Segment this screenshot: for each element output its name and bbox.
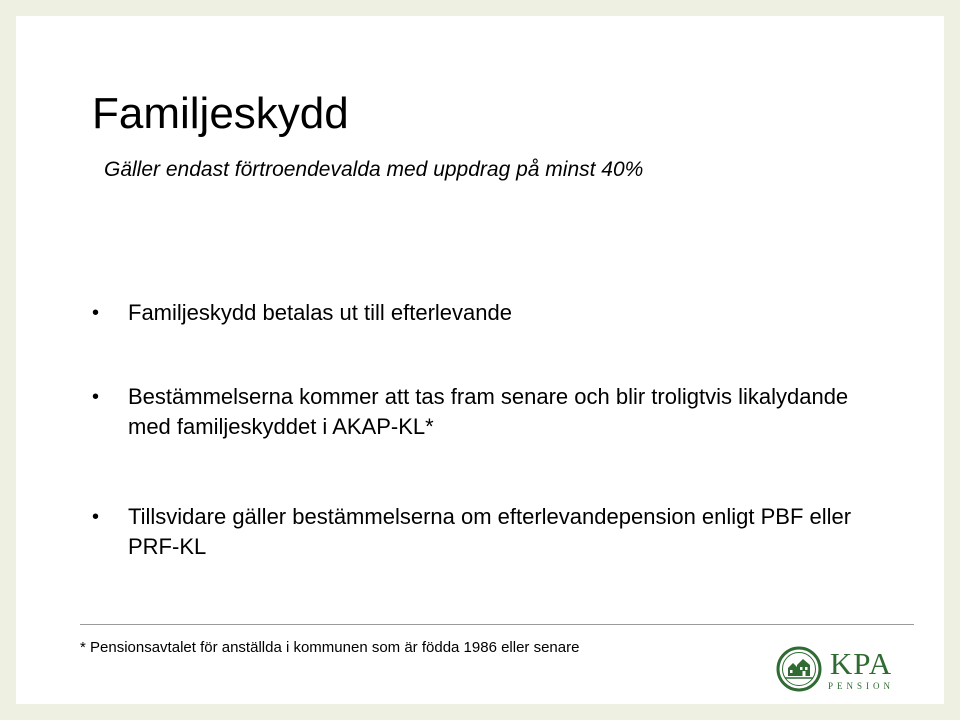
slide-title: Familjeskydd	[92, 89, 349, 138]
bullet-item	[92, 298, 892, 328]
logo-brand: KPA	[829, 645, 893, 681]
kpa-emblem-icon	[776, 646, 822, 692]
bullet-icon: •	[92, 506, 100, 528]
bullet-text: Bestämmelserna kommer att tas fram senare och blir troligtvis likalydande med familjeskyddet i AKAP-KL*	[128, 384, 849, 439]
slide	[16, 16, 944, 704]
bullet-icon: •	[92, 386, 100, 408]
bullet-item	[92, 502, 892, 562]
footnote-divider	[80, 624, 914, 625]
slide-subtitle: Gäller endast förtroendevalda med uppdrag på minst 40%	[104, 158, 644, 181]
bullet-icon: •	[92, 302, 100, 324]
bullet-item	[92, 382, 892, 442]
bullet-text: Familjeskydd betalas ut till efterlevande	[128, 300, 512, 325]
footnote: * Pensionsavtalet för anställda i kommunen som är födda 1986 eller senare	[80, 639, 580, 656]
logo-subtitle: PENSION	[828, 680, 895, 691]
bullet-text: Tillsvidare gäller bestämmelserna om efterlevandepension enligt PBF eller PRF-KL	[128, 504, 852, 559]
logo-text	[828, 645, 895, 691]
kpa-pension-logo	[776, 639, 916, 699]
